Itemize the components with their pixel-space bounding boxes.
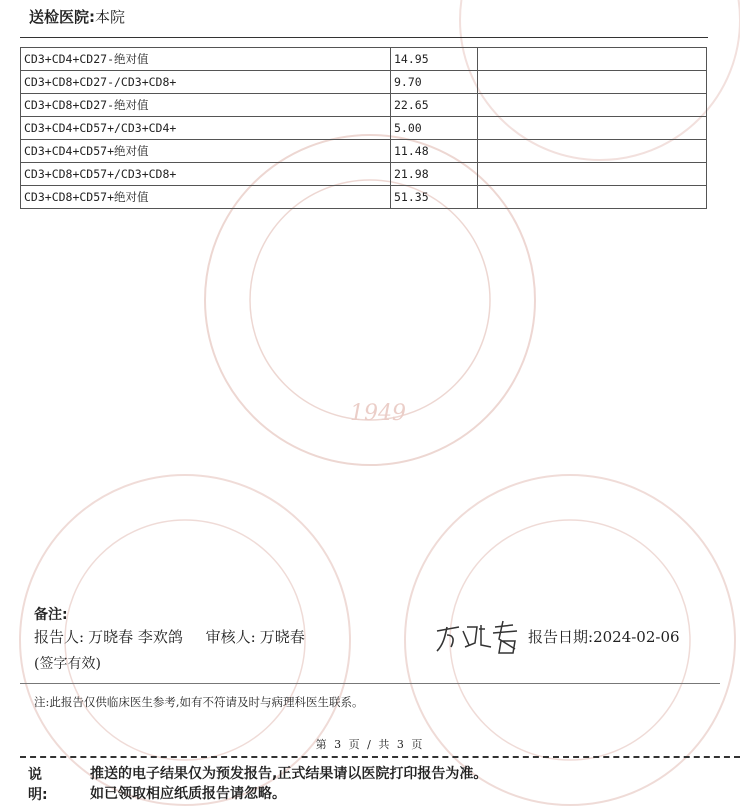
- signature-valid-note: (签字有效): [34, 656, 101, 672]
- result-name: CD3+CD8+CD57+绝对值: [21, 186, 391, 209]
- table-row: [21, 117, 707, 140]
- table-row: [21, 48, 707, 71]
- result-name: CD3+CD8+CD27-绝对值: [21, 94, 391, 117]
- result-name: CD3+CD4+CD57+绝对值: [21, 140, 391, 163]
- reporter-names: 万晓春 李欢鸽: [88, 628, 183, 646]
- explanation-body: [90, 764, 710, 804]
- footnote: 注:此报告仅供临床医生参考,如有不符请及时与病理科医生联系。: [34, 695, 364, 709]
- result-value: 51.35: [391, 186, 478, 209]
- page-number: 第 3 页 / 共 3 页: [315, 738, 425, 751]
- watermark-year: 1949: [350, 401, 406, 426]
- table-row: [21, 71, 707, 94]
- report-date-value: 2024-02-06: [593, 628, 680, 646]
- result-value: 14.95: [391, 48, 478, 71]
- result-note: [478, 186, 707, 209]
- explanation-line-2: 如已领取相应纸质报告请忽略。: [90, 786, 286, 802]
- result-name: CD3+CD8+CD27-/CD3+CD8+: [21, 71, 391, 94]
- result-name: CD3+CD8+CD57+/CD3+CD8+: [21, 163, 391, 186]
- result-name: CD3+CD4+CD57+/CD3+CD4+: [21, 117, 391, 140]
- result-value: 5.00: [391, 117, 478, 140]
- result-note: [478, 140, 707, 163]
- reviewer-name: 万晓春: [259, 628, 305, 646]
- results-table: [20, 47, 707, 209]
- report-date-line: [528, 626, 680, 647]
- table-row: [21, 186, 707, 209]
- result-value: 22.65: [391, 94, 478, 117]
- result-note: [478, 163, 707, 186]
- reviewer-label: 审核人:: [205, 628, 256, 646]
- table-row: [21, 94, 707, 117]
- hospital-value: 本院: [95, 8, 126, 26]
- result-value: 9.70: [391, 71, 478, 94]
- reporter-label: 报告人:: [34, 628, 85, 646]
- dashed-divider: [20, 756, 740, 758]
- table-row: [21, 140, 707, 163]
- result-value: 21.98: [391, 163, 478, 186]
- hospital-label: 送检医院:: [29, 8, 95, 26]
- explanation-label: 说明:: [28, 767, 48, 803]
- header-divider: [20, 37, 708, 38]
- result-value: 11.48: [391, 140, 478, 163]
- notes-divider: [20, 683, 720, 684]
- notes-title: 备注:: [34, 607, 68, 623]
- report-date-label: 报告日期:: [528, 628, 594, 646]
- result-note: [478, 94, 707, 117]
- explanation-line-1: 推送的电子结果仅为预发报告,正式结果请以医院打印报告为准。: [90, 766, 488, 782]
- result-note: [478, 48, 707, 71]
- signature-row: [34, 626, 309, 647]
- result-note: [478, 71, 707, 94]
- result-note: [478, 117, 707, 140]
- hospital-line: [29, 6, 125, 27]
- table-row: [21, 163, 707, 186]
- handwritten-signature: [433, 617, 523, 657]
- result-name: CD3+CD4+CD27-绝对值: [21, 48, 391, 71]
